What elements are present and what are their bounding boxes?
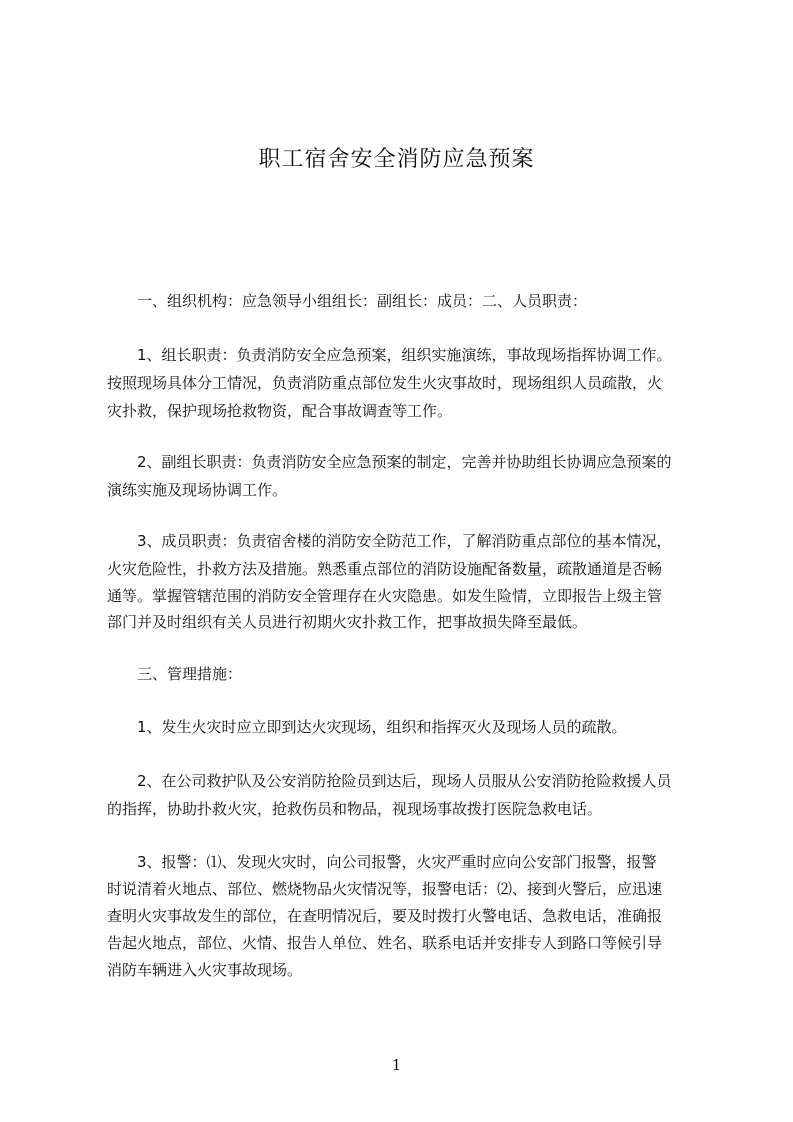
paragraph-line: 2、副组长职责：负责消防安全应急预案的制定，完善并协助组长协调应急预案的 (137, 453, 672, 471)
paragraph-line: 演练实施及现场协调工作。 (107, 481, 288, 499)
paragraph-line: 查明火灾事故发生的部位，在查明情况后，要及时拨打火警电话、急救电话，准确报 (107, 907, 663, 925)
paragraph-line: 火灾危险性，扑救方法及措施。熟悉重点部位的消防设施配备数量，疏散通道是否畅 (107, 560, 663, 578)
paragraph-line: 3、报警：⑴、发现火灾时，向公司报警，火灾严重时应向公安部门报警，报警 (137, 853, 657, 871)
document-title: 职工宿舍安全消防应急预案 (258, 147, 535, 172)
paragraph-line: 告起火地点，部位、火情、报告人单位、姓名、联系电话并安排专人到路口等候引导 (107, 934, 663, 952)
paragraph-line: 3、成员职责：负责宿舍楼的消防安全防范工作，了解消防重点部位的基本情况， (137, 532, 672, 550)
paragraph-line: 部门并及时组织有关人员进行初期火灾扑救工作，把事故损失降至最低。 (107, 613, 588, 631)
page-number: 1 (391, 1056, 402, 1074)
paragraph-line: 2、在公司救护队及公安消防抢险员到达后，现场人员服从公安消防抢险救援人员 (137, 772, 672, 790)
paragraph-line: 1、发生火灾时应立即到达火灾现场，组织和指挥灭火及现场人员的疏散。 (137, 718, 627, 736)
section-1-heading: 一、组织机构：应急领导小组组长：副组长：成员：二、人员职责： (137, 292, 588, 310)
paragraph-line: 时说清着火地点、部位、燃烧物品火灾情况等，报警电话：⑵、接到火警后，应迅速 (107, 880, 663, 898)
section-3-heading: 三、管理措施： (137, 665, 243, 683)
paragraph-line: 1、组长职责：负责消防安全应急预案，组织实施演练，事故现场指挥协调工作。 (137, 346, 672, 364)
paragraph-line: 按照现场具体分工情况，负责消防重点部位发生火灾事故时，现场组织人员疏散，火 (107, 374, 663, 392)
paragraph-line: 灾扑救，保护现场抢救物资，配合事故调查等工作。 (107, 402, 453, 420)
paragraph-line: 通等。掌握管辖范围的消防安全管理存在火灾隐患。如发生险情，立即报告上级主管 (107, 587, 663, 605)
paragraph-line: 消防车辆进入火灾事故现场。 (107, 961, 303, 979)
paragraph-line: 的指挥，协助扑救火灾，抢救伤员和物品，视现场事故拨打医院急救电话。 (107, 800, 603, 818)
